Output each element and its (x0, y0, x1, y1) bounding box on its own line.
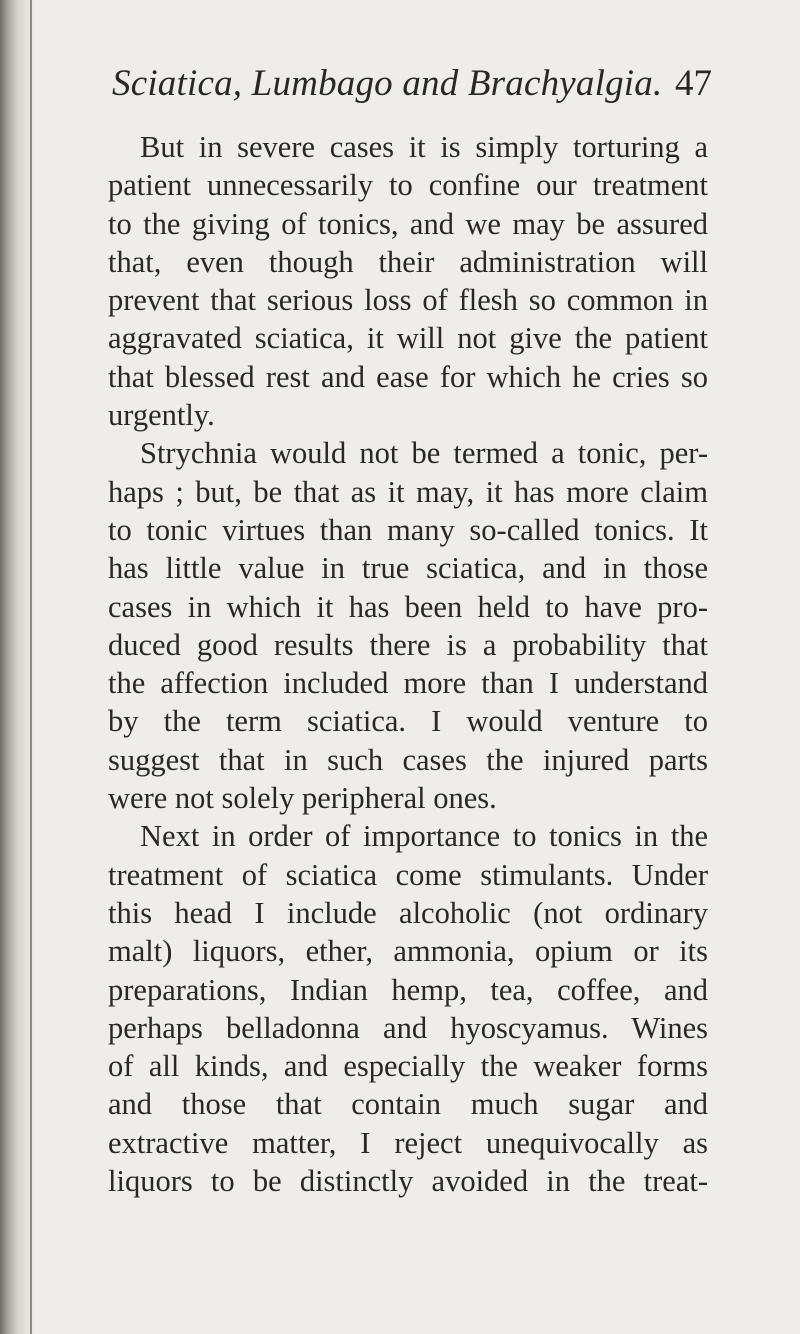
text-line: malt) liquors, ether, ammonia, opium or its (108, 934, 708, 969)
text-line: this head I include alcoholic (not ordinary (108, 895, 708, 930)
text-line: Strychnia would not be termed a tonic, per- (140, 436, 708, 471)
text-line: that, even though their administration will (108, 244, 708, 279)
text-line: duced good results there is a probability that (108, 627, 708, 662)
text-line: extractive matter, I reject unequivocally as (108, 1125, 708, 1160)
text-line: that blessed rest and ease for which he cries so (108, 359, 708, 394)
running-head (112, 62, 712, 110)
text-line: cases in which it has been held to have pro- (108, 589, 708, 624)
text-line: preparations, Indian hemp, tea, coffee, and (108, 972, 708, 1007)
text-line: the affection included more than I understand (108, 666, 708, 701)
text-line: Next in order of importance to tonics in the (140, 819, 708, 854)
text-line: has little value in true sciatica, and in those (108, 551, 708, 586)
body-text (108, 128, 708, 1200)
page-number: 47 (675, 63, 712, 104)
text-line: suggest that in such cases the injured parts (108, 742, 708, 777)
text-line: patient unnecessarily to confine our treatment (108, 168, 708, 203)
text-line: and those that contain much sugar and (108, 1087, 708, 1122)
text-line: perhaps belladonna and hyoscyamus. Wines (108, 1010, 708, 1045)
text-line: to the giving of tonics, and we may be assured (108, 206, 708, 241)
text-line: prevent that serious loss of flesh so common in (108, 283, 708, 318)
text-line: were not solely peripheral ones. (108, 781, 497, 816)
text-line: by the term sciatica. I would venture to (108, 704, 708, 739)
running-title: Sciatica, Lumbago and Brachyalgia. (112, 63, 663, 104)
gutter-edge-line (30, 0, 32, 1334)
text-line: of all kinds, and especially the weaker forms (108, 1049, 708, 1084)
text-line: But in severe cases it is simply torturing a (140, 130, 708, 164)
text-line: to tonic virtues than many so-called tonics. It (108, 512, 708, 547)
text-line: liquors to be distinctly avoided in the treat- (108, 1164, 708, 1199)
text-line: aggravated sciatica, it will not give the patient (108, 321, 708, 356)
text-line: urgently. (108, 398, 215, 433)
text-line: treatment of sciatica come stimulants. Under (108, 857, 708, 892)
text-line: haps ; but, be that as it may, it has more claim (108, 474, 708, 509)
